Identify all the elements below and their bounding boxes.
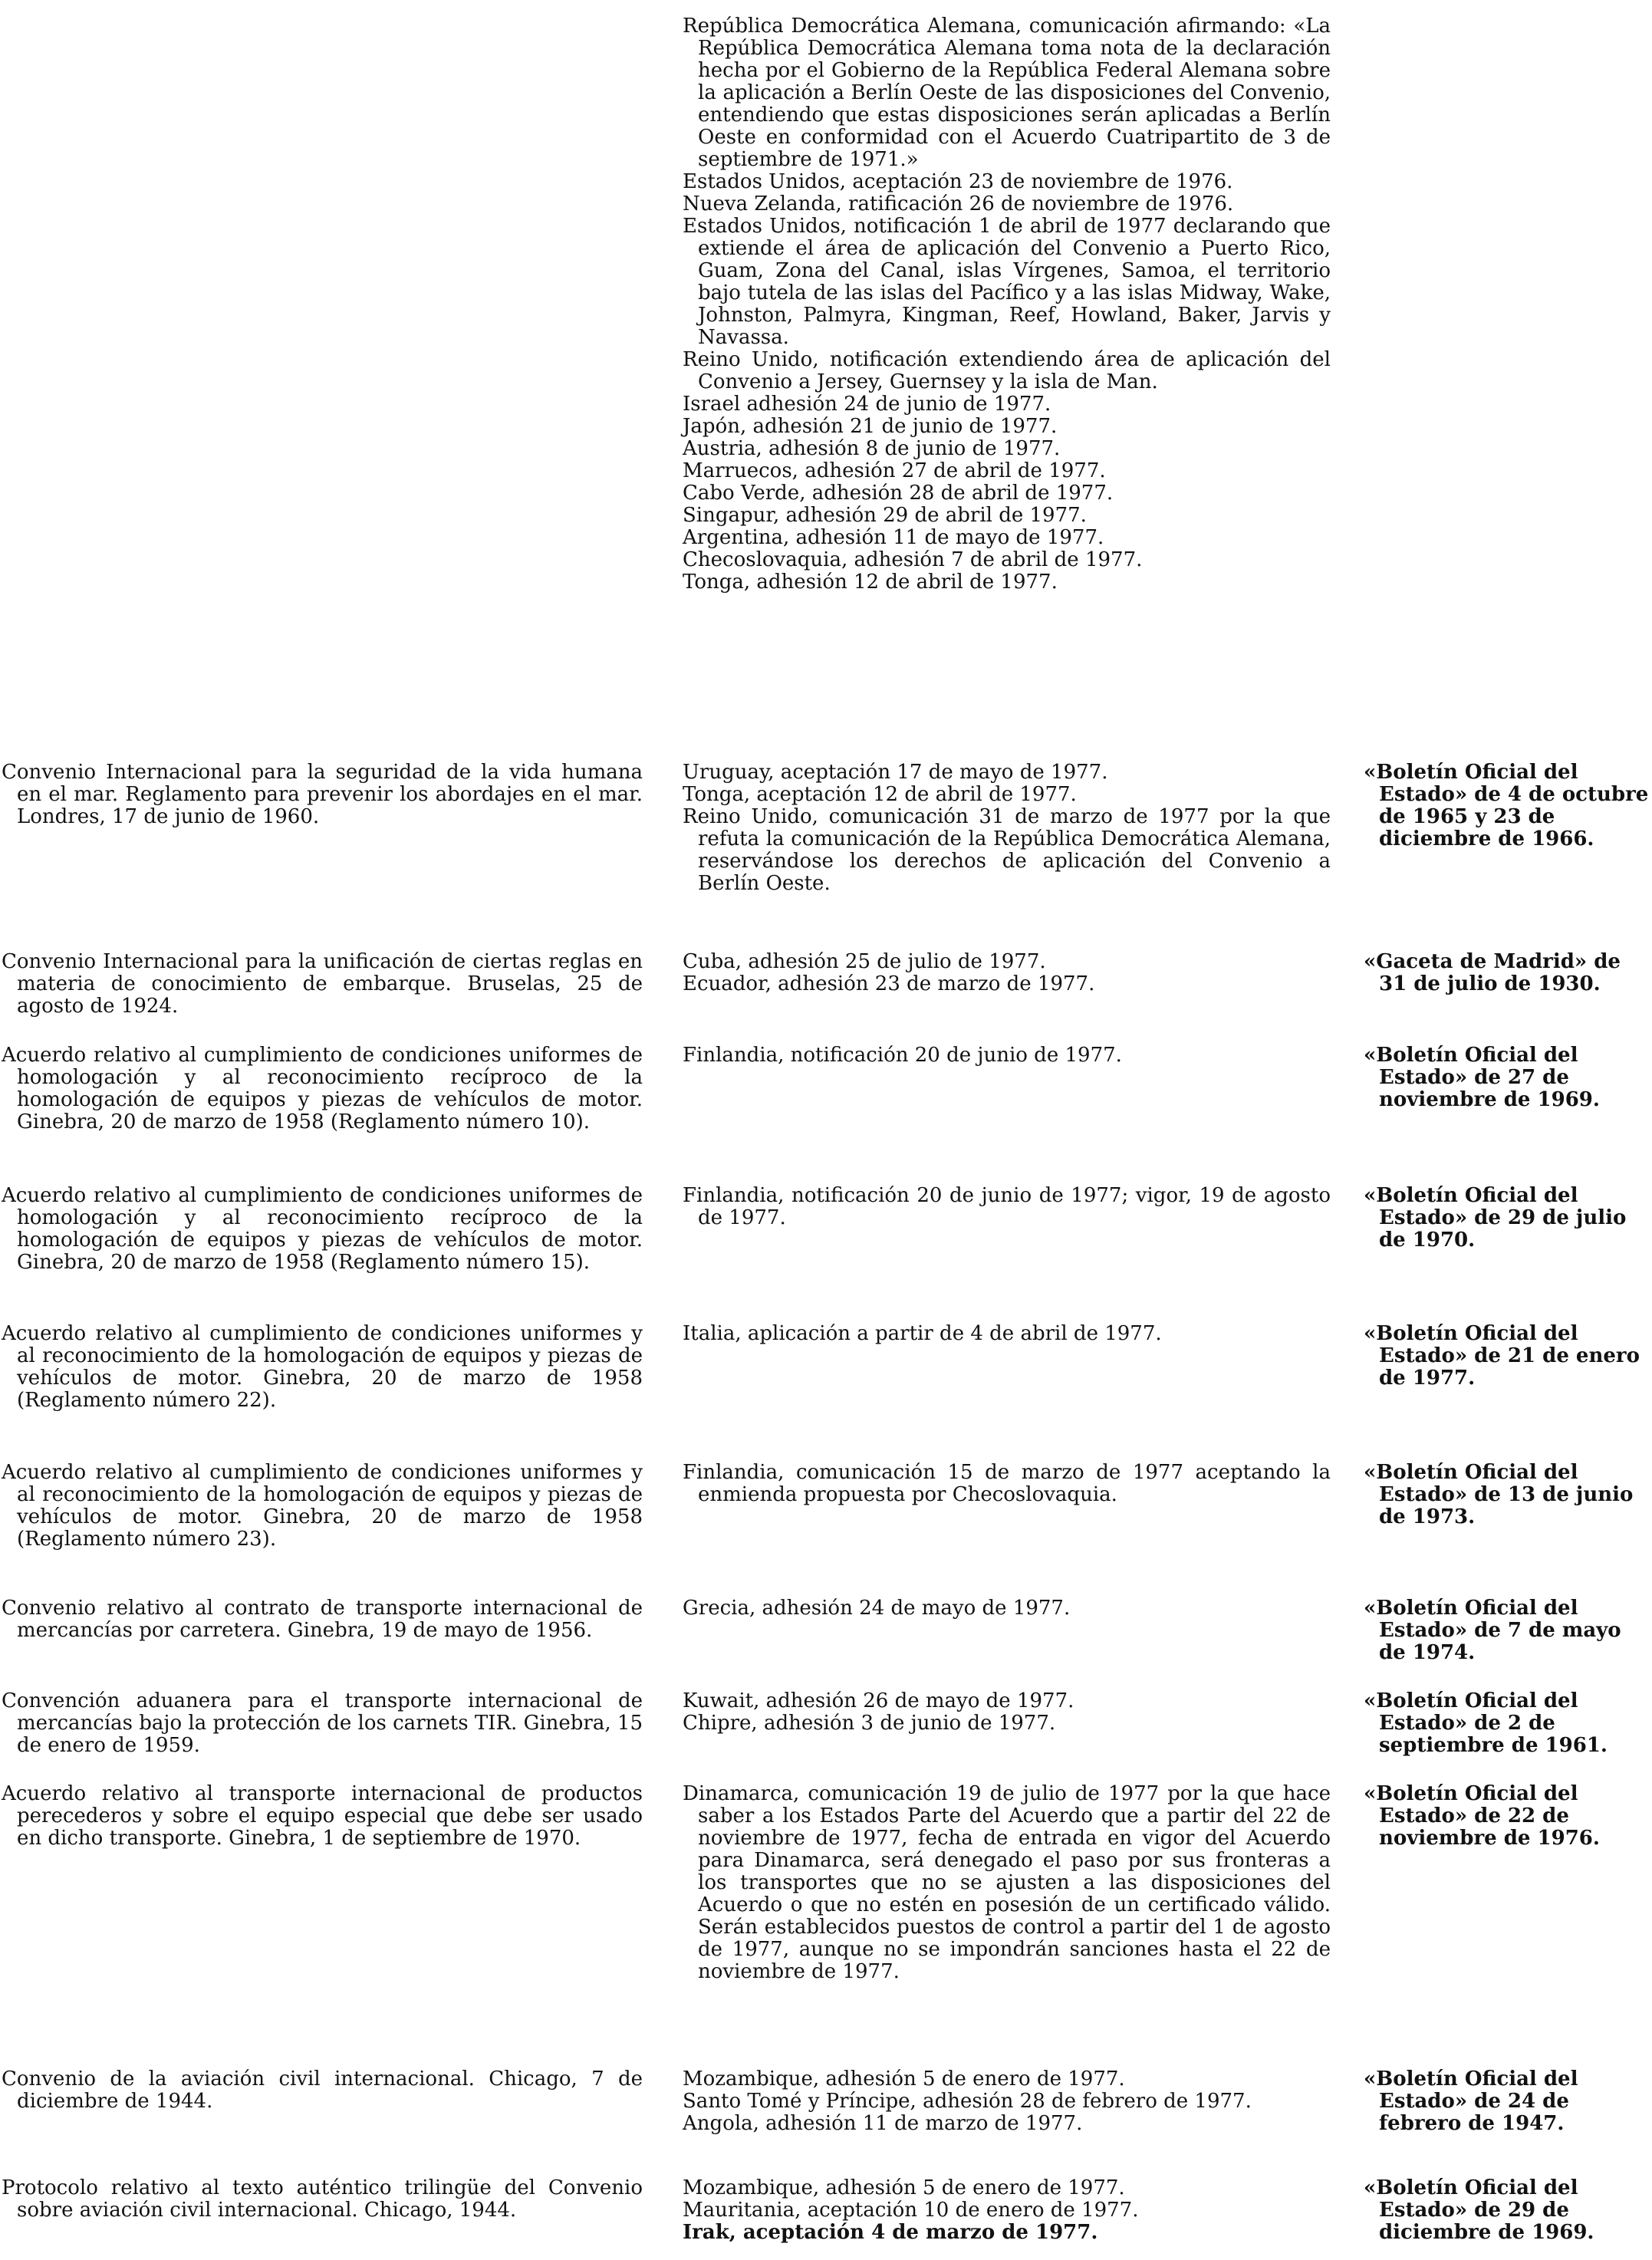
publication-ref: «Boletín Oficial del Estado» de 29 de diciembre de 1969. (1364, 2176, 1594, 2244)
publication-ref: «Boletín Oficial del Estado» de 4 de octubre de 1965 y 23 de diciembre de 1966. (1364, 761, 1649, 850)
action-entry: Ecuador, adhesión 23 de marzo de 1977. (683, 972, 1095, 995)
treaty-actions (683, 1597, 1331, 1620)
action-entry: Italia, aplicación a partir de 4 de abril de 1977. (683, 1322, 1162, 1345)
action-entry: Dinamarca, comunicación 19 de julio de 1977 por la que hace saber a los Estados Parte del Acuerdo que a partir del 22 de noviembre de 1977, fecha de entrada en vigor del Acuerdo para Dinamarca, será denegado el paso por sus fronteras a los transportes que no se ajusten a las disposiciones del Acuerdo o que no estén en posesión de un certificado válido. Serán establecidos puestos de control a partir del 1 de agosto de 1977, aunque no se impondrán sanciones hasta el 22 de noviembre de 1977. (683, 1782, 1331, 1983)
treaty-actions (683, 1044, 1331, 1067)
action-entry: Argentina, adhesión 11 de mayo de 1977. (683, 526, 1104, 549)
action-entry: Santo Tomé y Príncipe, adhesión 28 de febrero de 1977. (683, 2090, 1252, 2113)
action-entry: Checoslovaquia, adhesión 7 de abril de 1977. (683, 548, 1143, 571)
action-entry: Finlandia, notificación 20 de junio de 1977. (683, 1044, 1122, 1067)
treaty-actions (683, 1783, 1331, 1983)
action-entry: Reino Unido, notificación extendiendo área de aplicación del Convenio a Jersey, Guernsey y la isla de Man. (683, 348, 1331, 393)
action-entry: Chipre, adhesión 3 de junio de 1977. (683, 1712, 1056, 1735)
continuation-actions (683, 15, 1331, 594)
treaty-actions (683, 1185, 1331, 1229)
action-entry: Tonga, aceptación 12 de abril de 1977. (683, 783, 1077, 806)
action-entry: Irak, aceptación 4 de marzo de 1977. (683, 2221, 1098, 2244)
action-entry: Estados Unidos, notificación 1 de abril de 1977 declarando que extiende el área de aplicación del Convenio a Puerto Rico, Guam, Zona del Canal, islas Vírgenes, Samoa, el territorio bajo tutela de las islas del Pacífico y a las islas Midway, Wake, Johnston, Palmyra, Kingman, Reef, Howland, Baker, Jarvis y Navassa. (683, 215, 1331, 349)
action-entry: Uruguay, aceptación 17 de mayo de 1977. (683, 761, 1108, 784)
action-entry: Kuwait, adhesión 26 de mayo de 1977. (683, 1689, 1074, 1712)
treaty-title: Convenio Internacional para la seguridad de la vida humana en el mar. Reglamento para prevenir los abordajes en el mar. Londres, 17 de junio de 1960. (2, 761, 643, 828)
action-entry: Finlandia, comunicación 15 de marzo de 1977 aceptando la enmienda propuesta por Checoslovaquia. (683, 1461, 1331, 1506)
publication-ref: «Boletín Oficial del Estado» de 2 de septiembre de 1961. (1364, 1689, 1608, 1757)
treaty-actions (683, 762, 1331, 895)
treaty-title: Acuerdo relativo al transporte internacional de productos perecederos y sobre el equipo especial que debe ser usado en dicho transporte. Ginebra, 1 de septiembre de 1970. (2, 1782, 643, 1850)
treaty-title: Acuerdo relativo al cumplimiento de condiciones uniformes y al reconocimiento de la homologación de equipos y piezas de vehículos de motor. Ginebra, 20 de marzo de 1958 (Reglamento número 22). (2, 1322, 643, 1412)
action-entry: República Democrática Alemana, comunicación afirmando: «La República Democrática Alemana toma nota de la declaración hecha por el Gobierno de la República Federal Alemana sobre la aplicación a Berlín Oeste de las disposiciones del Convenio, entendiendo que estas disposiciones serán aplicadas a Berlín Oeste en conformidad con el Acuerdo Cuatripartito de 3 de septiembre de 1971.» (683, 15, 1331, 171)
action-entry: Grecia, adhesión 24 de mayo de 1977. (683, 1597, 1071, 1620)
treaty-title: Convenio Internacional para la unificación de ciertas reglas en materia de conocimiento de embarque. Bruselas, 25 de agosto de 1924. (2, 950, 643, 1018)
action-entry: Japón, adhesión 21 de junio de 1977. (683, 415, 1058, 438)
treaty-actions (683, 1690, 1331, 1735)
publication-ref: «Boletín Oficial del Estado» de 13 de junio de 1973. (1364, 1461, 1634, 1528)
treaty-actions (683, 951, 1331, 995)
publication-ref: «Boletín Oficial del Estado» de 27 de noviembre de 1969. (1364, 1044, 1600, 1111)
action-entry: Tonga, adhesión 12 de abril de 1977. (683, 571, 1058, 594)
treaty-actions (683, 1462, 1331, 1506)
treaty-actions (683, 1323, 1331, 1345)
action-entry: Reino Unido, comunicación 31 de marzo de 1977 por la que refuta la comunicación de la República Democrática Alemana, reservándose los derechos de aplicación del Convenio a Berlín Oeste. (683, 805, 1331, 895)
action-entry: Nueva Zelanda, ratificación 26 de noviembre de 1976. (683, 192, 1234, 215)
action-entry: Estados Unidos, aceptación 23 de noviembre de 1976. (683, 170, 1233, 193)
treaty-actions (683, 2068, 1331, 2135)
action-entry: Finlandia, notificación 20 de junio de 1977; vigor, 19 de agosto de 1977. (683, 1184, 1331, 1229)
action-entry: Mauritania, aceptación 10 de enero de 1977. (683, 2199, 1139, 2222)
action-entry: Cabo Verde, adhesión 28 de abril de 1977. (683, 482, 1114, 505)
action-entry: Cuba, adhesión 25 de julio de 1977. (683, 950, 1046, 973)
publication-ref: «Boletín Oficial del Estado» de 24 de febrero de 1947. (1364, 2068, 1578, 2135)
action-entry: Mozambique, adhesión 5 de enero de 1977. (683, 2176, 1125, 2199)
treaty-title: Convención aduanera para el transporte internacional de mercancías bajo la protección de los carnets TIR. Ginebra, 15 de enero de 1959. (2, 1689, 643, 1757)
action-entry: Singapur, adhesión 29 de abril de 1977. (683, 504, 1087, 527)
action-entry: Angola, adhesión 11 de marzo de 1977. (683, 2112, 1083, 2135)
treaty-actions (683, 2177, 1331, 2244)
action-entry: Marruecos, adhesión 27 de abril de 1977. (683, 459, 1106, 482)
treaty-title: Acuerdo relativo al cumplimiento de condiciones uniformes de homologación y al reconocimiento recíproco de la homologación de equipos y piezas de vehículos de motor. Ginebra, 20 de marzo de 1958 (Reglamento número 15). (2, 1184, 643, 1274)
treaty-title: Convenio relativo al contrato de transporte internacional de mercancías por carretera. Ginebra, 19 de mayo de 1956. (2, 1597, 643, 1642)
action-entry: Israel adhesión 24 de junio de 1977. (683, 393, 1051, 416)
publication-ref: «Boletín Oficial del Estado» de 21 de enero de 1977. (1364, 1322, 1640, 1390)
action-entry: Mozambique, adhesión 5 de enero de 1977. (683, 2068, 1125, 2091)
treaty-title: Acuerdo relativo al cumplimiento de condiciones uniformes y al reconocimiento de la homologación de equipos y piezas de vehículos de motor. Ginebra, 20 de marzo de 1958 (Reglamento número 23). (2, 1461, 643, 1551)
publication-ref: «Boletín Oficial del Estado» de 29 de julio de 1970. (1364, 1184, 1627, 1252)
action-entry: Austria, adhesión 8 de junio de 1977. (683, 437, 1061, 460)
treaty-title: Acuerdo relativo al cumplimiento de condiciones uniformes de homologación y al reconocimiento recíproco de la homologación de equipos y piezas de vehículos de motor. Ginebra, 20 de marzo de 1958 (Reglamento número 10). (2, 1044, 643, 1133)
publication-ref: «Boletín Oficial del Estado» de 7 de mayo de 1974. (1364, 1597, 1621, 1664)
publication-ref: «Boletín Oficial del Estado» de 22 de noviembre de 1976. (1364, 1782, 1600, 1850)
publication-ref: «Gaceta de Madrid» de 31 de julio de 1930. (1364, 950, 1621, 995)
treaty-title: Convenio de la aviación civil internacional. Chicago, 7 de diciembre de 1944. (2, 2068, 643, 2113)
treaty-title: Protocolo relativo al texto auténtico trilingüe del Convenio sobre aviación civil internacional. Chicago, 1944. (2, 2176, 643, 2222)
